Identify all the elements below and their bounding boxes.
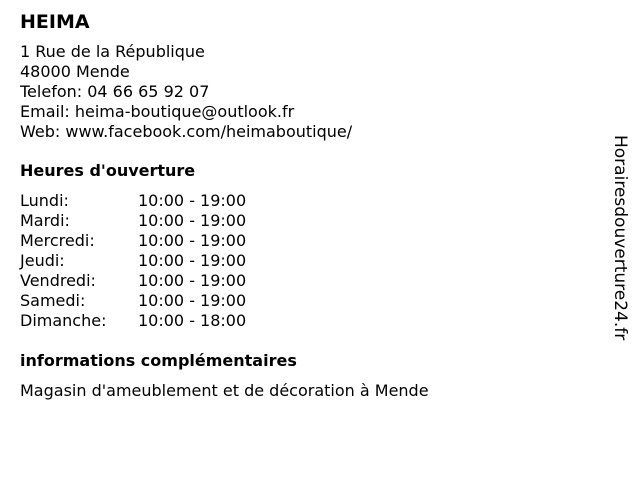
time-range: 10:00 - 19:00 bbox=[138, 231, 247, 250]
site-watermark: Horairesdouverture24.fr bbox=[610, 135, 630, 341]
hours-row-sunday bbox=[20, 311, 600, 331]
hours-row-tuesday bbox=[20, 211, 600, 231]
hours-row-thursday bbox=[20, 251, 600, 271]
day-label: Lundi: bbox=[20, 191, 69, 210]
phone-line: Telefon: 04 66 65 92 07 bbox=[20, 82, 210, 101]
email-line: Email: heima-boutique@outlook.fr bbox=[20, 102, 295, 121]
additional-info-text: Magasin d'ameublement et de décoration à Mende bbox=[20, 381, 429, 400]
time-range: 10:00 - 19:00 bbox=[138, 191, 247, 210]
shop-card bbox=[20, 10, 600, 401]
postal-city: 48000 Mende bbox=[20, 62, 130, 81]
street-address: 1 Rue de la République bbox=[20, 42, 205, 61]
day-label: Mercredi: bbox=[20, 231, 95, 250]
day-label: Jeudi: bbox=[20, 251, 65, 270]
additional-info-heading: informations complémentaires bbox=[20, 351, 297, 370]
opening-hours-table bbox=[20, 191, 600, 331]
day-label: Mardi: bbox=[20, 211, 70, 230]
hours-row-monday bbox=[20, 191, 600, 211]
day-label: Dimanche: bbox=[20, 311, 107, 330]
time-range: 10:00 - 19:00 bbox=[138, 291, 247, 310]
time-range: 10:00 - 19:00 bbox=[138, 251, 247, 270]
hours-row-friday bbox=[20, 271, 600, 291]
time-range: 10:00 - 19:00 bbox=[138, 211, 247, 230]
web-line: Web: www.facebook.com/heimaboutique/ bbox=[20, 122, 353, 141]
hours-row-saturday bbox=[20, 291, 600, 311]
day-label: Samedi: bbox=[20, 291, 86, 310]
opening-hours-heading: Heures d'ouverture bbox=[20, 161, 196, 180]
hours-row-wednesday bbox=[20, 231, 600, 251]
time-range: 10:00 - 19:00 bbox=[138, 271, 247, 290]
day-label: Vendredi: bbox=[20, 271, 96, 290]
shop-name: HEIMA bbox=[20, 11, 90, 33]
time-range: 10:00 - 18:00 bbox=[138, 311, 247, 330]
